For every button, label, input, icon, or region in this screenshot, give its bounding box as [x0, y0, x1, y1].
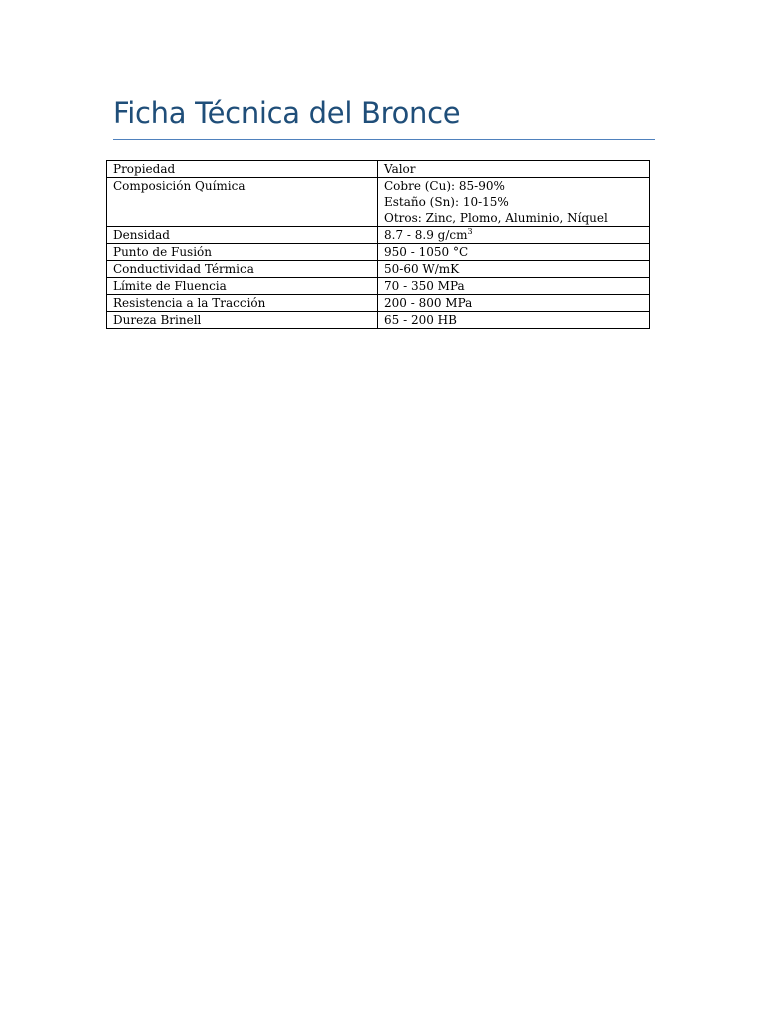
value-cell: [378, 178, 650, 227]
property-cell: Dureza Brinell: [107, 312, 378, 329]
table-row: [107, 295, 650, 312]
table-row: [107, 244, 650, 261]
property-cell: Conductividad Térmica: [107, 261, 378, 278]
property-cell: Composición Química: [107, 178, 378, 227]
title-underline: [113, 139, 655, 140]
table-row: [107, 227, 650, 244]
column-header-property: Propiedad: [107, 161, 378, 178]
value-line: Otros: Zinc, Plomo, Aluminio, Níquel: [384, 211, 608, 225]
table-row: [107, 278, 650, 295]
table-row: [107, 261, 650, 278]
table-row: [107, 312, 650, 329]
document-title: Ficha Técnica del Bronce: [113, 96, 461, 130]
value-cell: 950 - 1050 °C: [378, 244, 650, 261]
value-cell: 65 - 200 HB: [378, 312, 650, 329]
value-cell: 70 - 350 MPa: [378, 278, 650, 295]
value-line: Estaño (Sn): 10-15%: [384, 195, 509, 209]
properties-table: [106, 160, 650, 329]
table-row: [107, 178, 650, 227]
value-text: 8.7 - 8.9 g/cm: [384, 228, 468, 242]
column-header-value: Valor: [378, 161, 650, 178]
property-cell: Límite de Fluencia: [107, 278, 378, 295]
property-cell: Resistencia a la Tracción: [107, 295, 378, 312]
value-cell: 50-60 W/mK: [378, 261, 650, 278]
value-line: Cobre (Cu): 85-90%: [384, 179, 505, 193]
table-header-row: [107, 161, 650, 178]
value-superscript: 3: [467, 227, 473, 236]
property-cell: Punto de Fusión: [107, 244, 378, 261]
value-cell: [378, 227, 650, 244]
property-cell: Densidad: [107, 227, 378, 244]
value-cell: 200 - 800 MPa: [378, 295, 650, 312]
